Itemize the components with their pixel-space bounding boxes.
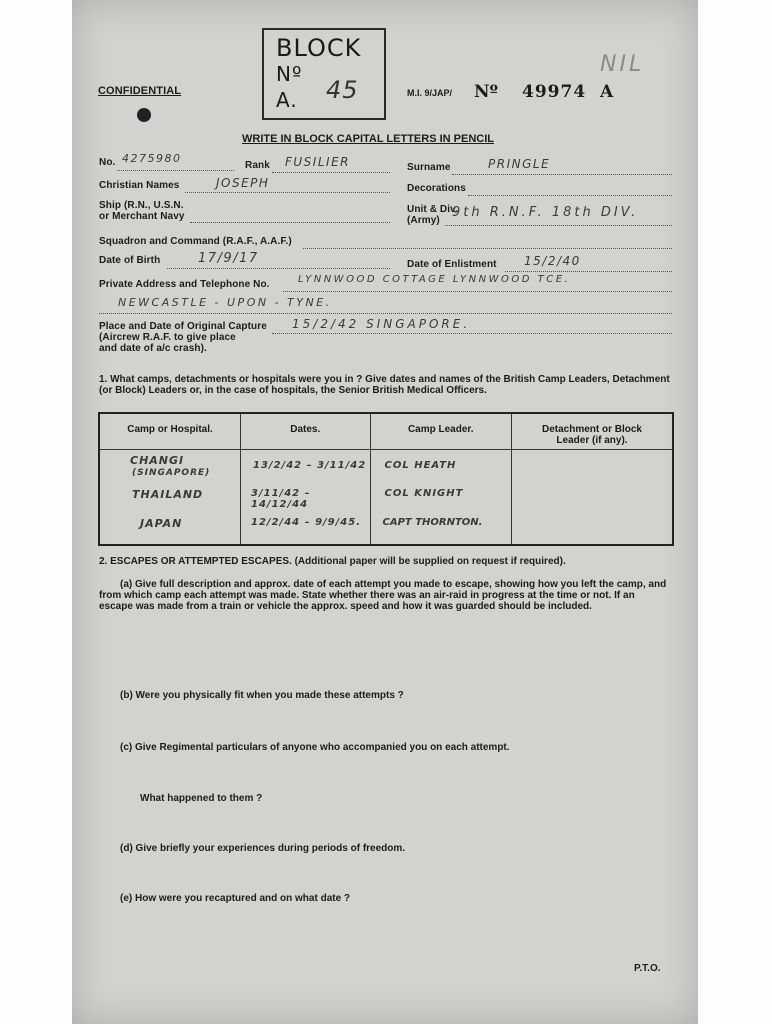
leader-row-2: COL KNIGHT [384, 487, 464, 499]
punch-hole [137, 108, 151, 122]
table-cell-leader [370, 449, 511, 545]
q2d-text: (d) Give briefly your experiences during periods of freedom. [120, 843, 406, 854]
surname-label: Surname [407, 162, 451, 173]
address-value-line2: NEWCASTLE - UPON - TYNE. [118, 296, 332, 309]
dates-row-2: 3/11/42 – 14/12/44 [251, 487, 311, 510]
camp-row-1: CHANGI [130, 453, 185, 467]
block-stamp [262, 28, 386, 120]
ship-label-line1: Ship (R.N., U.S.N. [99, 200, 184, 211]
q2e-text: (e) How were you recaptured and on what date ? [120, 893, 351, 904]
table-cell-camp [99, 449, 241, 545]
dates-row-3: 12/2/44 – 9/9/45. [251, 516, 362, 528]
form-number: 49974 [522, 82, 587, 102]
table-cell-block-leader [511, 449, 673, 545]
decorations-label: Decorations [407, 183, 466, 194]
instruction-heading: WRITE IN BLOCK CAPITAL LETTERS IN PENCIL [242, 133, 494, 145]
leader-row-3: CAPT THORNTON. [382, 516, 483, 528]
capture-label-line1: Place and Date of Original Capture [99, 321, 267, 332]
surname-value: PRINGLE [488, 157, 551, 171]
stamp-block: BLOCK [276, 34, 362, 62]
camp-row-2: THAILAND [132, 487, 204, 501]
address-value-line1: LYNNWOOD COTTAGE LYNNWOOD TCE. [298, 274, 571, 285]
pto-label: P.T.O. [634, 963, 661, 974]
unit-value: 9th R.N.F. 18th DIV. [452, 205, 639, 220]
rank-value: FUSILIER [285, 155, 350, 169]
header-leader: Camp Leader. [370, 413, 511, 449]
capture-label-line2: (Aircrew R.A.F. to give place [99, 332, 236, 343]
q2-heading: 2. ESCAPES OR ATTEMPTED ESCAPES. (Additional paper will be supplied on request if required). [99, 556, 566, 567]
mi-reference: M.I. 9/JAP/ [407, 88, 453, 98]
header-block-leader: Detachment or Block Leader (if any). [511, 413, 673, 449]
capture-label-line3: and date of a/c crash). [99, 343, 207, 354]
unit-label-line2: (Army) [407, 215, 440, 226]
stamp-number: 45 [326, 76, 359, 104]
q2a-line2: from which camp each attempt was made. State whether there was an air-raid in progress at the time or not. If an [99, 590, 635, 601]
q2a-line3: escape was made from a train or vehicle the approx. speed and how it was guarded should be included. [99, 601, 592, 612]
q1-text-line1: 1. What camps, detachments or hospitals were you in ? Give dates and names of the British Camp Leaders, Detachment [99, 374, 670, 385]
confidential-label: CONFIDENTIAL [98, 85, 182, 97]
leader-row-1: COL HEATH [384, 459, 457, 471]
q2c-sub-text: What happened to them ? [140, 793, 263, 804]
enlistment-value: 15/2/40 [524, 254, 581, 268]
no-label: No. [99, 157, 116, 168]
stamp-no: Nº [276, 62, 303, 86]
stamp-a: A. [276, 88, 298, 112]
header-dates: Dates. [241, 413, 371, 449]
q2c-text: (c) Give Regimental particulars of anyone who accompanied you on each attempt. [120, 742, 510, 753]
table-cell-dates [241, 449, 371, 545]
enlistment-label: Date of Enlistment [407, 259, 497, 270]
form-suffix: A [600, 82, 614, 102]
camps-table [98, 412, 674, 546]
unit-label-line1: Unit & Div. [407, 204, 458, 215]
service-number-value: 4275980 [122, 152, 182, 165]
ship-label-line2: or Merchant Navy [99, 211, 185, 222]
rank-label: Rank [245, 160, 270, 171]
q2a-line1: (a) Give full description and approx. date of each attempt you made to escape, showing how you left the camp, and [120, 579, 667, 590]
address-label: Private Address and Telephone No. [99, 279, 270, 290]
dob-label: Date of Birth [99, 255, 161, 266]
dates-row-1: 13/2/42 – 3/11/42 [253, 459, 367, 471]
christian-names-value: JOSEPH [216, 176, 270, 190]
q1-text-line2: (or Block) Leaders or, in the case of hospitals, the Senior British Medical Officers. [99, 385, 487, 396]
number-label: Nº [474, 82, 499, 102]
dob-value: 17/9/17 [198, 251, 259, 266]
camp-row-1-sub: (SINGAPORE) [132, 467, 211, 478]
nil-note: NIL [600, 52, 645, 77]
capture-value: 15/2/42 SINGAPORE. [292, 317, 471, 331]
squadron-label: Squadron and Command (R.A.F., A.A.F.) [99, 236, 292, 247]
header-camp: Camp or Hospital. [99, 413, 241, 449]
christian-names-label: Christian Names [99, 180, 180, 191]
q2b-text: (b) Were you physically fit when you made these attempts ? [120, 690, 404, 701]
camp-row-3: JAPAN [140, 516, 183, 530]
